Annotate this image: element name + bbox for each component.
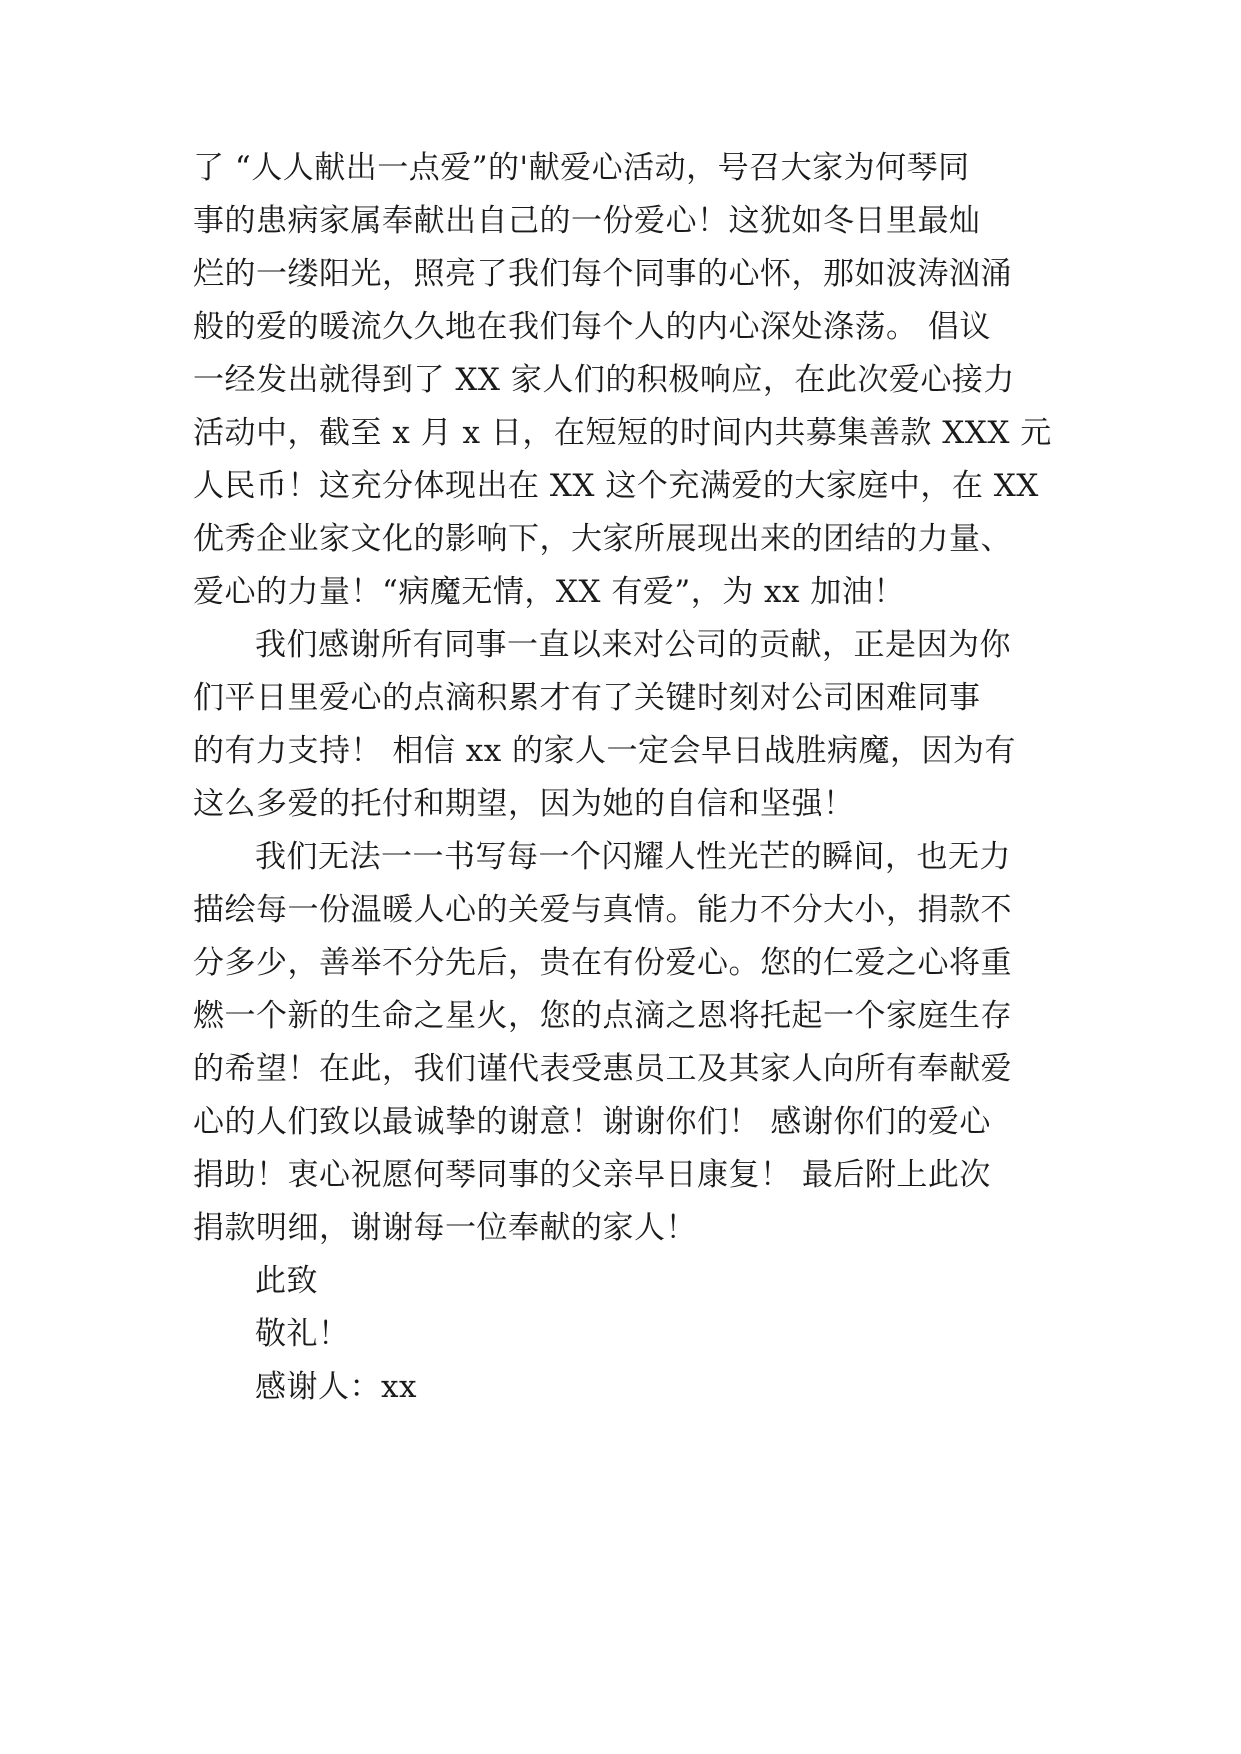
paragraph-1-line: 了 “人人献出一点爱”的'献爱心活动，号召大家为何琴同 bbox=[193, 150, 970, 186]
paragraph-1-line: 一经发出就得到了 XX 家人们的积极响应，在此次爱心接力 bbox=[193, 362, 1015, 398]
paragraph-2-line: 们平日里爱心的点滴积累才有了关键时刻对公司困难同事 bbox=[193, 680, 981, 716]
paragraph-1-line: 活动中，截至 x 月 x 日，在短短的时间内共募集善款 XXX 元 bbox=[193, 415, 1052, 451]
paragraph-3-line: 燃一个新的生命之星火，您的点滴之恩将托起一个家庭生存 bbox=[193, 998, 1012, 1034]
paragraph-3-line: 捐助！衷心祝愿何琴同事的父亲早日康复！ 最后附上此次 bbox=[193, 1157, 991, 1193]
paragraph-1-line: 事的患病家属奉献出自己的一份爱心！这犹如冬日里最灿 bbox=[193, 203, 981, 239]
paragraph-1-line: 人民币！这充分体现出在 XX 这个充满爱的大家庭中，在 XX bbox=[193, 468, 1039, 504]
paragraph-1-line: 爱心的力量！“病魔无情，XX 有爱”，为 xx 加油！ bbox=[193, 574, 905, 610]
closing-regards: 敬礼！ bbox=[255, 1316, 350, 1352]
paragraph-2-line: 这么多爱的托付和期望，因为她的自信和坚强！ bbox=[193, 786, 855, 822]
signature: 感谢人：xx bbox=[255, 1369, 417, 1405]
paragraph-1-line: 般的爱的暖流久久地在我们每个人的内心深处涤荡。 倡议 bbox=[193, 309, 991, 345]
paragraph-3-line: 分多少，善举不分先后，贵在有份爱心。您的仁爱之心将重 bbox=[193, 945, 1012, 981]
closing-salutation: 此致 bbox=[255, 1263, 318, 1299]
paragraph-3-line: 我们无法一一书写每一个闪耀人性光芒的瞬间，也无力 bbox=[255, 839, 1011, 875]
paragraph-3-line: 心的人们致以最诚挚的谢意！谢谢你们！ 感谢你们的爱心 bbox=[193, 1104, 991, 1140]
paragraph-1-line: 优秀企业家文化的影响下，大家所展现出来的团结的力量、 bbox=[193, 521, 1012, 557]
paragraph-3-line: 的希望！在此，我们谨代表受惠员工及其家人向所有奉献爱 bbox=[193, 1051, 1012, 1087]
paragraph-1-line: 烂的一缕阳光，照亮了我们每个同事的心怀，那如波涛汹涌 bbox=[193, 256, 1012, 292]
paragraph-3-line: 捐款明细，谢谢每一位奉献的家人！ bbox=[193, 1210, 697, 1246]
paragraph-2-line: 的有力支持！ 相信 xx 的家人一定会早日战胜病魔，因为有 bbox=[193, 733, 1017, 769]
paragraph-2-line: 我们感谢所有同事一直以来对公司的贡献，正是因为你 bbox=[255, 627, 1011, 663]
paragraph-3-line: 描绘每一份温暖人心的关爱与真情。能力不分大小，捐款不 bbox=[193, 892, 1012, 928]
